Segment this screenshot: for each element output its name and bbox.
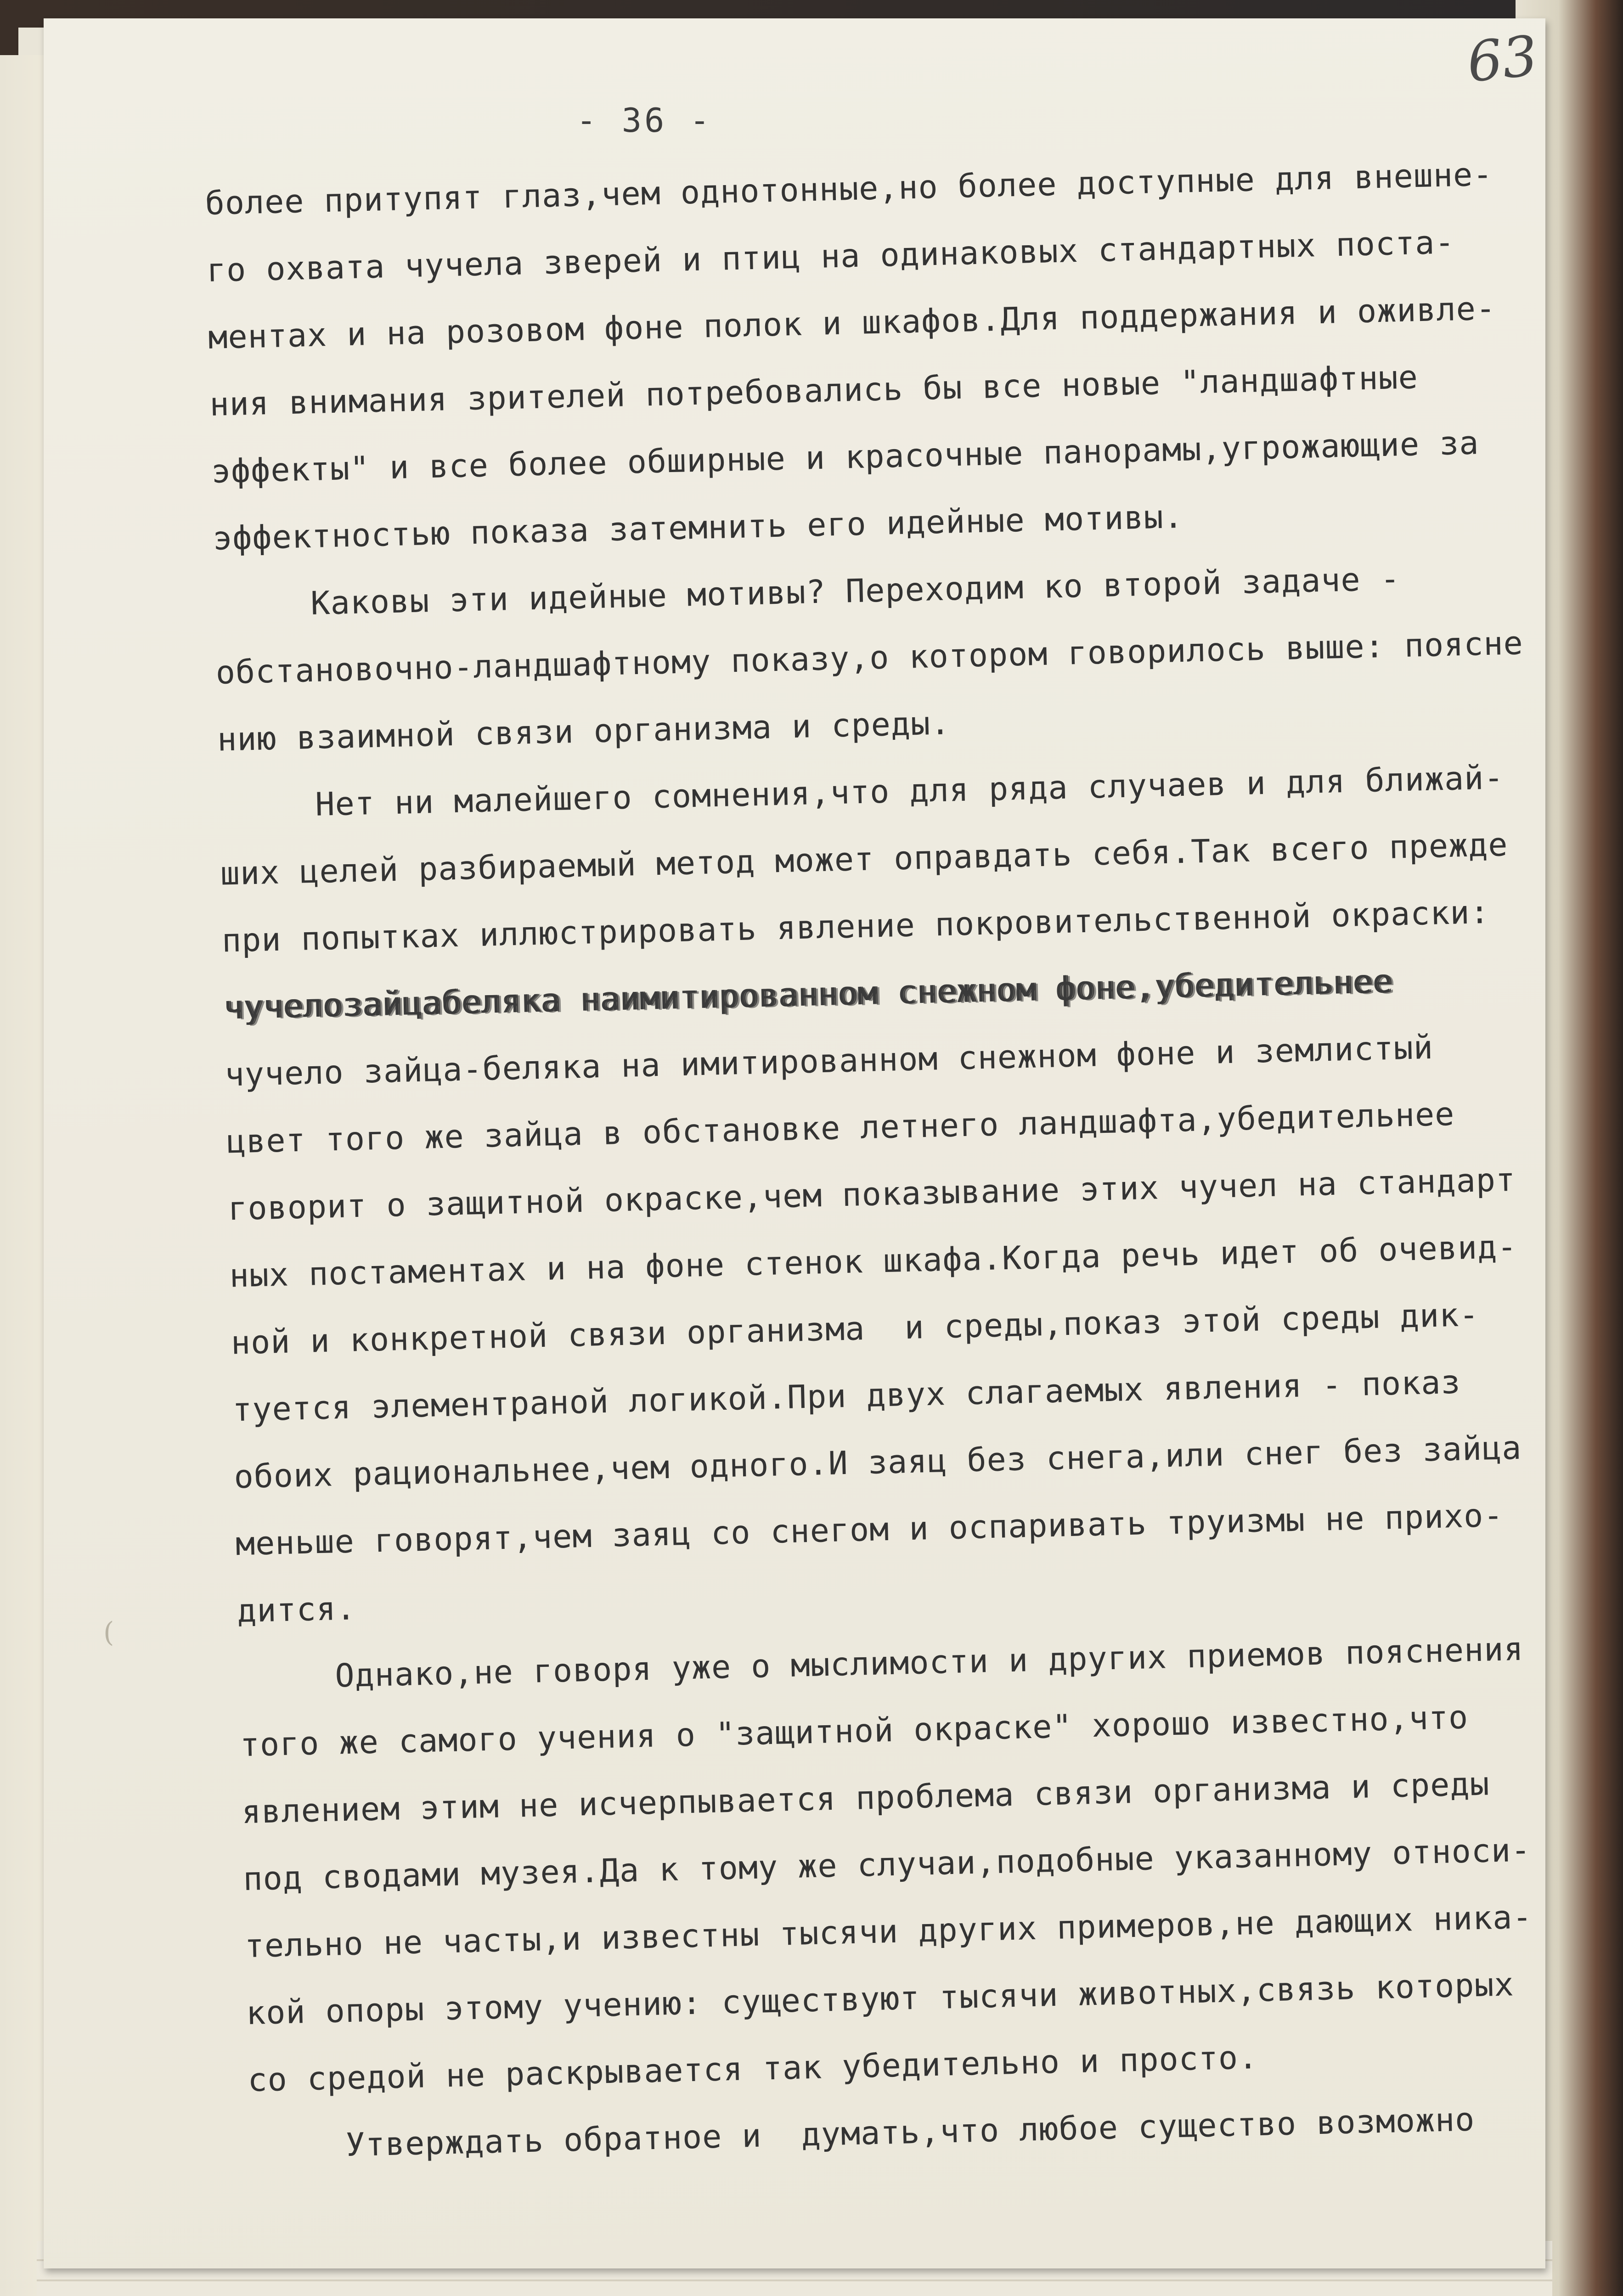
- text-line: под сводами музея.Да к тому же случаи,подобные указанному относи-: [242, 1831, 1532, 1898]
- typewritten-page: [44, 18, 1545, 2268]
- overstruck-line: чучелозайцабеляка наимитированном снежном фоне,убедительнее: [223, 962, 1393, 1027]
- text-line: дится.: [237, 1589, 356, 1630]
- text-line: Утверждать обратное и думать,что любое существо возможно: [345, 2100, 1476, 2164]
- text-line: более притупят глаз,чем однотонные,но более доступные для внешне-: [204, 155, 1493, 222]
- text-line: Каковы эти идейные мотивы? Переходим ко второй задаче -: [310, 560, 1401, 622]
- text-line: обстановочно-ландшафтному показу,о котором говорилось выше: поясне: [215, 624, 1524, 692]
- archive-page-number: 63: [1464, 24, 1541, 95]
- page-number: - 36 -: [576, 101, 713, 140]
- text-line: эффекты" и все более обширные и красочные панорамы,угрожающие за: [210, 424, 1480, 490]
- text-line: ной и конкретной связи организма и среды,показ этой среды дик-: [231, 1295, 1480, 1362]
- text-line: ментах и на розовом фоне полок и шкафов.Для поддержания и оживле-: [208, 289, 1496, 356]
- text-line: эффектностью показа затемнить его идейные мотивы.: [212, 497, 1184, 557]
- text-line: го охвата чучела зверей и птиц на одинаковых стандартных поста-: [206, 223, 1455, 289]
- text-line: говорит о защитной окраске,чем показывание этих чучел на стандарт: [227, 1160, 1516, 1228]
- text-line: тельно не часты,и известны тысячи других примеров,не дающих ника-: [244, 1898, 1533, 1965]
- text-line: нию взаимной связи организма и среды.: [217, 704, 951, 759]
- text-line: при попытках иллюстрировать явление покровительственной окраски:: [221, 893, 1490, 960]
- body-text: [204, 138, 1623, 2181]
- margin-mark: (: [103, 1616, 114, 1649]
- text-line: Однако,не говоря уже о мыслимости и других приемов пояснения: [334, 1630, 1524, 1695]
- text-line: чучело зайца-беляка на имитированном снежном фоне и землистый: [224, 1028, 1434, 1094]
- text-line: со средой не раскрывается так убедительно и просто.: [247, 2038, 1259, 2099]
- text-line: меньше говорят,чем заяц со снегом и оспаривать труизмы не прихо-: [235, 1496, 1504, 1563]
- text-line: того же самого учения о "защитной окраске" хорошо известно,что: [239, 1698, 1469, 1764]
- text-line: ших целей разбираемый метод может оправдать себя.Так всего прежде: [220, 825, 1509, 893]
- text-line: туется элементраной логикой.При двух слагаемых явления - показ: [232, 1363, 1461, 1429]
- text-line: кой опоры этому учению: существуют тысячи животных,связь которых: [246, 1965, 1515, 2032]
- text-line: Нет ни малейшего сомнения,что для ряда случаев и для ближай-: [315, 759, 1505, 823]
- text-line: ния внимания зрителей потребовались бы все новые "ландшафтные: [209, 358, 1419, 423]
- text-line: цвет того же зайца в обстановке летнего ландшафта,убедительнее: [226, 1095, 1455, 1161]
- text-line: ных постаментах и на фоне стенок шкафа.Когда речь идет об очевид-: [229, 1227, 1518, 1295]
- text-line: явлением этим не исчерпывается проблема связи организма и среды: [241, 1765, 1490, 1831]
- text-line: обоих рациональнее,чем одного.И заяц без снега,или снег без зайца: [233, 1429, 1522, 1496]
